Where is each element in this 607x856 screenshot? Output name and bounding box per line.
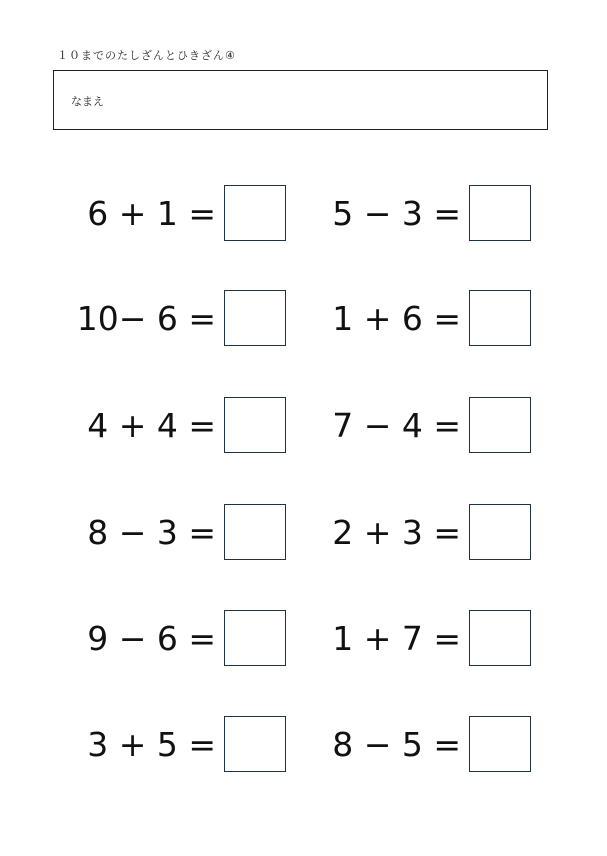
problem-10 <box>291 610 531 668</box>
problem-expression: 8 − 3 = <box>87 513 216 552</box>
problem-12 <box>291 716 531 774</box>
name-box[interactable] <box>53 70 548 130</box>
problem-1 <box>46 185 286 243</box>
problem-expression: 4 + 4 = <box>87 406 216 445</box>
answer-box[interactable] <box>469 290 531 346</box>
answer-box[interactable] <box>224 716 286 772</box>
answer-box[interactable] <box>224 397 286 453</box>
problem-3 <box>46 290 286 348</box>
problem-8 <box>291 504 531 562</box>
answer-box[interactable] <box>224 290 286 346</box>
answer-box[interactable] <box>469 185 531 241</box>
answer-box[interactable] <box>469 397 531 453</box>
problem-2 <box>291 185 531 243</box>
problem-expression: 1 + 7 = <box>332 619 461 658</box>
answer-box[interactable] <box>469 610 531 666</box>
answer-box[interactable] <box>224 185 286 241</box>
problem-4 <box>291 290 531 348</box>
problem-expression: 3 + 5 = <box>87 725 216 764</box>
problem-expression: 1 + 6 = <box>332 299 461 338</box>
problem-expression: 7 − 4 = <box>332 406 461 445</box>
problem-11 <box>46 716 286 774</box>
problem-expression: 2 + 3 = <box>332 513 461 552</box>
worksheet-title: １０までのたしざんとひきざん④ <box>57 49 236 62</box>
answer-box[interactable] <box>469 716 531 772</box>
problem-expression: 9 − 6 = <box>87 619 216 658</box>
problem-expression: 10− 6 = <box>76 299 216 338</box>
name-label: なまえ <box>71 95 104 108</box>
answer-box[interactable] <box>224 610 286 666</box>
problem-7 <box>46 504 286 562</box>
problem-5 <box>46 397 286 455</box>
problem-6 <box>291 397 531 455</box>
problem-expression: 6 + 1 = <box>87 194 216 233</box>
problem-expression: 5 − 3 = <box>332 194 461 233</box>
answer-box[interactable] <box>469 504 531 560</box>
problem-expression: 8 − 5 = <box>332 725 461 764</box>
answer-box[interactable] <box>224 504 286 560</box>
problem-9 <box>46 610 286 668</box>
